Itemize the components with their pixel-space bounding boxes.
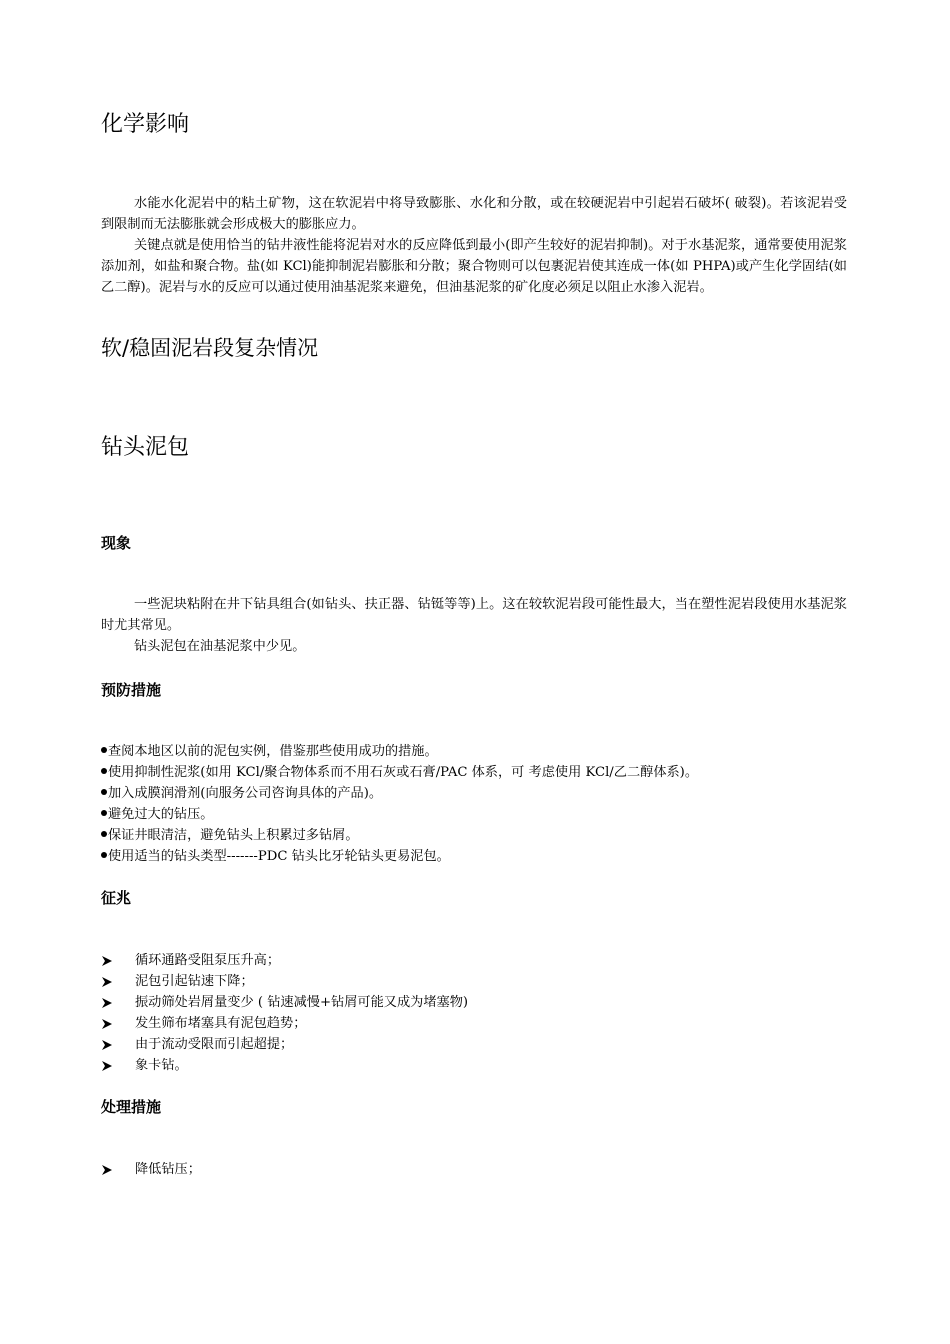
list-item: 保证井眼清洁，避免钻头上积累过多钻屑。 xyxy=(101,825,698,846)
paragraph-shale-inhibition: 关键点就是使用恰当的钻井液性能将泥岩对水的反应降低到最小(即产生较好的泥岩抑制)。对于水基泥浆，通常要使用泥浆添加剂，如盐和聚合物。盐(如 KCl)能抑制泥岩膨胀和分散；聚合物则可以包裹泥岩使其连成一体(如 PHPA)或产生化学固结(如乙二醇)。泥岩与水的反应可以通过使用油基泥浆来避免，但油基泥浆的矿化度必须足以阻止水渗入泥岩。 xyxy=(101,238,847,295)
list-item: 循环通路受阻泵压升高； xyxy=(101,950,468,971)
arrow-bullet-icon xyxy=(101,976,113,988)
list-item: 查阅本地区以前的泥包实例，借鉴那些使用成功的措施。 xyxy=(101,741,698,762)
list-item: 泥包引起钻速下降； xyxy=(101,971,468,992)
arrow-bullet-icon xyxy=(101,955,113,967)
list-item: 使用适当的钻头类型-------PDC 钻头比牙轮钻头更易泥包。 xyxy=(101,846,698,867)
bullet-dot-icon xyxy=(101,852,107,858)
subsection-heading-bit-balling: 钻头泥包 xyxy=(101,435,190,460)
heading-phenomenon: 现象 xyxy=(101,534,132,552)
bullet-dot-icon xyxy=(101,768,107,774)
bullet-dot-icon xyxy=(101,810,107,816)
prevention-list xyxy=(101,741,698,867)
list-item: 由于流动受限而引起超提； xyxy=(101,1034,468,1055)
section-heading-soft-shale-problems: 软/稳固泥岩段复杂情况 xyxy=(101,336,319,360)
arrow-bullet-icon xyxy=(101,1039,113,1051)
paragraph-water-hydration: 水能水化泥岩中的粘土矿物，这在软泥岩中将导致膨胀、水化和分散，或在较硬泥岩中引起岩石破坏( 破裂)。若该泥岩受到限制而无法膨胀就会形成极大的膨胀应力。 xyxy=(101,196,847,232)
bullet-dot-icon xyxy=(101,831,107,837)
heading-signs: 征兆 xyxy=(101,889,132,907)
arrow-bullet-icon xyxy=(101,997,113,1009)
section-heading-chemical-effects: 化学影响 xyxy=(101,112,190,137)
paragraph-phenomenon-oil-based: 钻头泥包在油基泥浆中少见。 xyxy=(134,639,306,654)
list-item: 使用抑制性泥浆(如用 KCl/聚合物体系而不用石灰或石膏/PAC 体系，可 考虑使用 KCl/乙二醇体系)。 xyxy=(101,762,698,783)
arrow-bullet-icon xyxy=(101,1164,113,1176)
signs-list xyxy=(101,950,468,1076)
heading-prevention: 预防措施 xyxy=(101,681,162,699)
paragraph-phenomenon-description: 一些泥块粘附在井下钻具组合(如钻头、扶正器、钻铤等等)上。这在较软泥岩段可能性最大，当在塑性泥岩段使用水基泥浆时尤其常见。 xyxy=(101,597,847,633)
list-item: 象卡钻。 xyxy=(101,1055,468,1076)
arrow-bullet-icon xyxy=(101,1060,113,1072)
remedies-list xyxy=(101,1159,201,1180)
bullet-dot-icon xyxy=(101,747,107,753)
bullet-dot-icon xyxy=(101,789,107,795)
list-item: 振动筛处岩屑量变少 ( 钻速减慢+钻屑可能又成为堵塞物) xyxy=(101,992,468,1013)
list-item: 发生筛布堵塞具有泥包趋势； xyxy=(101,1013,468,1034)
list-item: 避免过大的钻压。 xyxy=(101,804,698,825)
heading-remedies: 处理措施 xyxy=(101,1098,162,1116)
arrow-bullet-icon xyxy=(101,1018,113,1030)
list-item: 降低钻压； xyxy=(101,1159,201,1180)
list-item: 加入成膜润滑剂(向服务公司咨询具体的产品)。 xyxy=(101,783,698,804)
